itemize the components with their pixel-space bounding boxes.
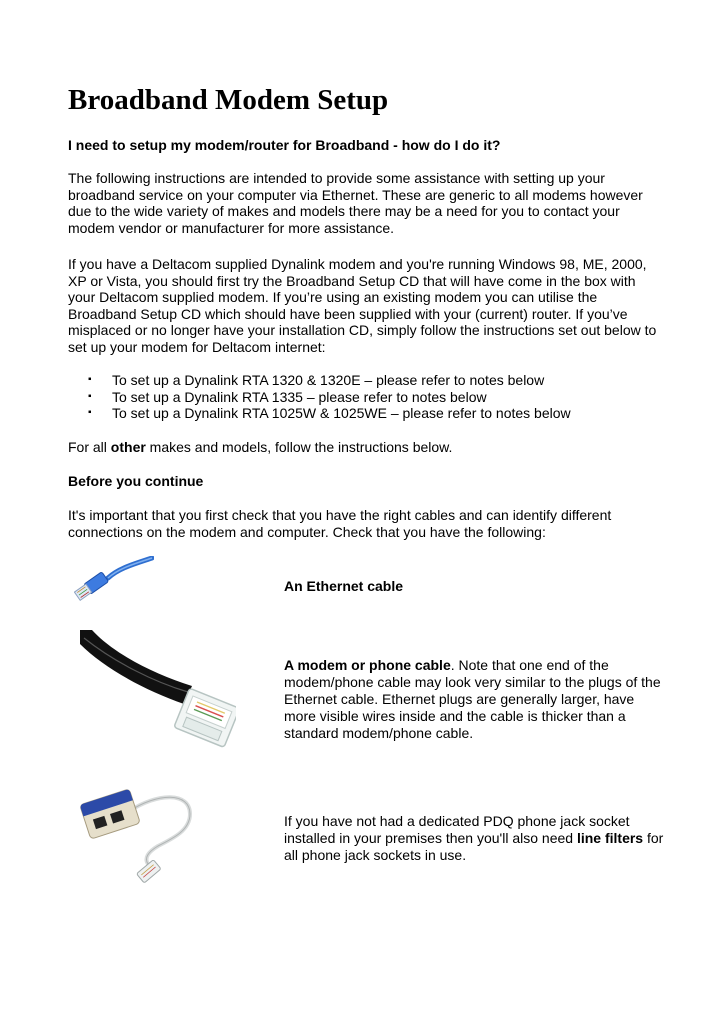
deltacom-paragraph: If you have a Deltacom supplied Dynalink modem and you're running Windows 98, ME, 2000, XP or Vista, you should first try the Broadband Setup CD that will have come in the box with your Deltacom supplied modem. If you’re using an existing modem you can utilise the Broadband Setup CD which should have been supplied with your (current) router. If you’ve misplaced or no longer have your installation CD, simply follow the instructions set out below to set up your modem for Deltacom internet:	[68, 256, 657, 355]
phone-cable-description: A modem or phone cable. Note that one end of the modem/phone cable may look very similar to the plugs of the Ethernet cable. Ethernet plugs are generally larger, have more visible wires inside and the cable is thicker than a standard modem/phone cable.	[284, 657, 661, 741]
page-title: Broadband Modem Setup	[68, 84, 389, 116]
ethernet-cable-label: An Ethernet cable	[284, 578, 404, 594]
ethernet-cable-icon	[74, 556, 154, 606]
modem-model-list	[68, 372, 571, 422]
before-paragraph: It's important that you first check that you have the right cables and can identify different connections on the modem and computer. Check that you have the following:	[68, 507, 612, 540]
line-filter-description: If you have not had a dedicated PDQ phone jack socket installed in your premises then you'll also need line filters for all phone jack sockets in use.	[284, 813, 664, 863]
list-item: ▪ To set up a Dynalink RTA 1320 & 1320E – please refer to notes below	[88, 372, 545, 388]
phone-cable-icon	[74, 628, 236, 758]
bullet-icon: ▪	[88, 390, 92, 402]
line-filter-icon	[78, 784, 194, 884]
bullet-icon: ▪	[88, 407, 92, 418]
before-heading: Before you continue	[68, 473, 204, 489]
intro-paragraph: The following instructions are intended to provide some assistance with setting up your broadband service on your computer via Ethernet. These are generic to all modems however due to the wide variety of makes and models there may be a need for you to contact your modem vendor or manufacturer for more assistance.	[68, 170, 643, 236]
question-heading: I need to setup my modem/router for Broadband - how do I do it?	[68, 137, 501, 153]
other-models-line: For all other makes and models, follow the instructions below.	[68, 439, 453, 455]
bullet-icon: ▪	[88, 374, 92, 385]
list-item: ▪ To set up a Dynalink RTA 1335 – please refer to notes below	[88, 388, 487, 405]
list-item: ▪ To set up a Dynalink RTA 1025W & 1025WE – please refer to notes below	[88, 405, 571, 421]
